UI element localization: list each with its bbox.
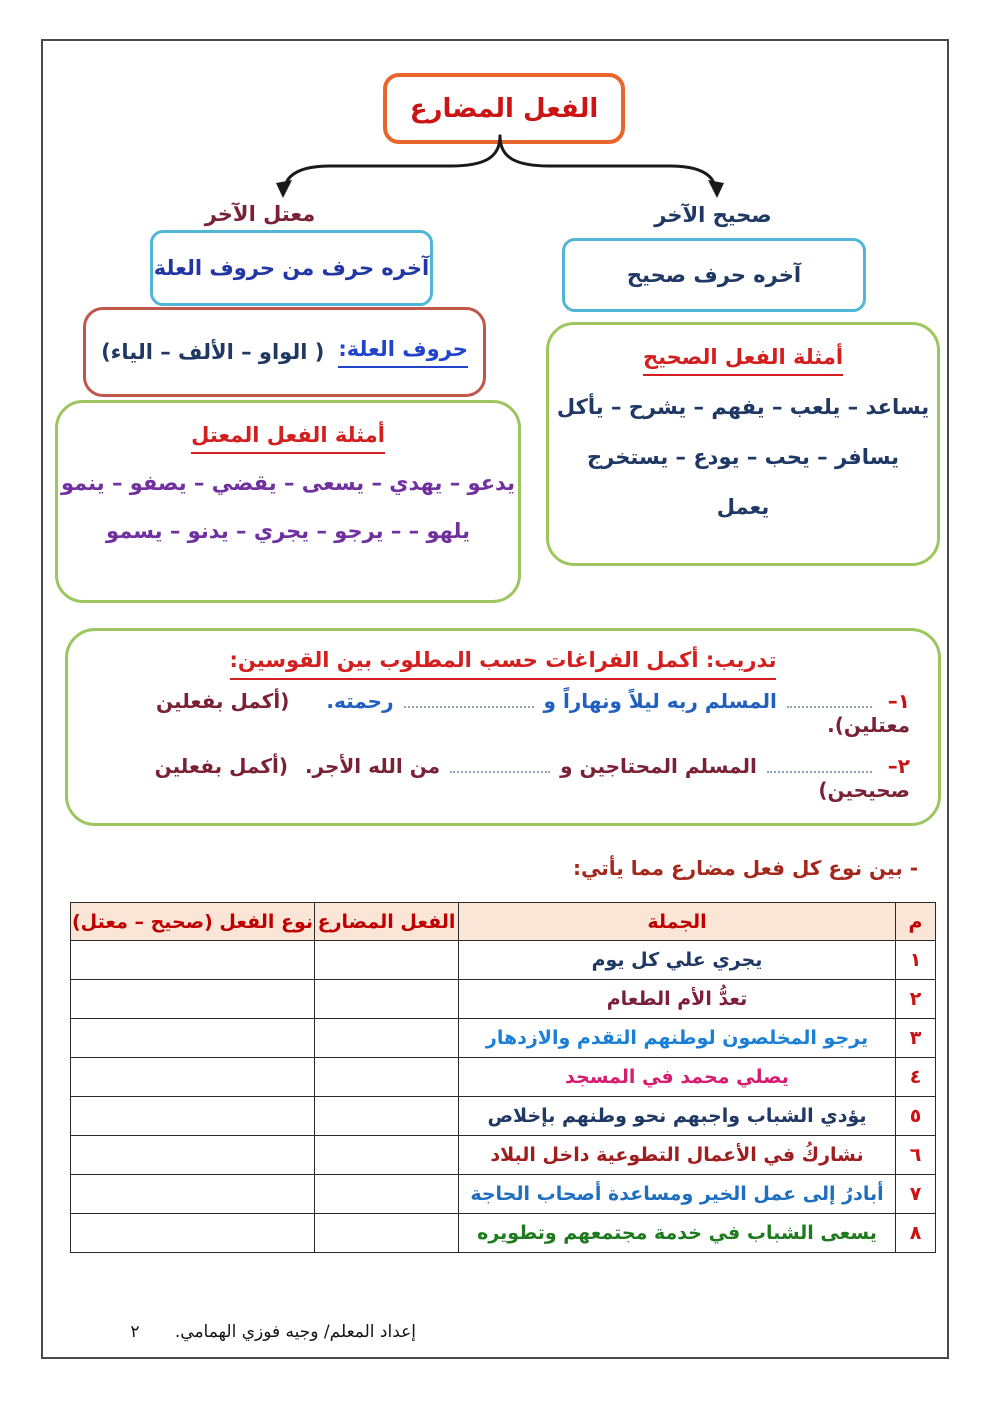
weak-examples-line: يلهو – – يرجو – يجري – يدنو – يسمو	[106, 519, 470, 543]
answer-cell-type	[71, 1058, 315, 1097]
sound-examples-line: يعمل	[716, 495, 770, 519]
verb-type-table	[70, 902, 936, 1253]
sound-examples-line: يساعد – يلعب – يفهم – يشرح – يأكل	[556, 395, 930, 419]
answer-cell-verb	[315, 1175, 459, 1214]
heading-weak-ending: معتل الآخر	[204, 202, 316, 226]
answer-cell-type	[71, 1214, 315, 1253]
sound-examples-line: يسافر – يحب – يودع – يستخرج	[587, 445, 899, 469]
blank-line	[404, 693, 534, 708]
weak-definition-box	[150, 230, 433, 306]
vowel-letters-list: ( الواو – الألف – الياء)	[101, 340, 325, 364]
answer-cell-type	[71, 1019, 315, 1058]
row-number: ٦	[896, 1136, 936, 1175]
answer-cell-type	[71, 941, 315, 980]
sound-definition-text: آخره حرف صحيح	[626, 263, 802, 287]
branch-line-right	[500, 136, 724, 198]
table-row	[71, 1214, 936, 1253]
answer-cell-type	[71, 1097, 315, 1136]
column-header-number: م	[896, 903, 936, 941]
row-number: ٣	[896, 1019, 936, 1058]
weak-definition-text: آخره حرف من حروف العلة	[153, 256, 430, 280]
exercise-item-instruction: (أكمل بفعلين صحيحين)	[154, 754, 910, 802]
row-number: ٢	[896, 980, 936, 1019]
vowel-letters-label: حروف العلة:	[338, 337, 468, 368]
row-sentence: نشاركُ في الأعمال التطوعية داخل البلاد	[459, 1136, 896, 1175]
row-sentence: يصلي محمد في المسجد	[459, 1058, 896, 1097]
row-number: ٨	[896, 1214, 936, 1253]
column-header-verb-type: نوع الفعل (صحيح – معتل)	[71, 903, 315, 941]
row-sentence: يؤدي الشباب واجبهم نحو وطنهم بإخلاص	[459, 1097, 896, 1136]
weak-examples-title: أمثلة الفعل المعتل	[58, 423, 518, 447]
table-header-row	[71, 903, 936, 941]
answer-cell-verb	[315, 1058, 459, 1097]
answer-cell-type	[71, 1175, 315, 1214]
exercise-item-text: المسلم ربه ليلاً ونهاراً و	[543, 689, 777, 713]
row-number: ٥	[896, 1097, 936, 1136]
vowel-letters-box	[83, 307, 486, 397]
row-number: ٧	[896, 1175, 936, 1214]
table-row	[71, 1136, 936, 1175]
answer-cell-type	[71, 1136, 315, 1175]
branch-connector	[270, 134, 730, 204]
exercise-item-2	[68, 754, 938, 802]
weak-examples-box	[55, 400, 521, 603]
row-number: ٤	[896, 1058, 936, 1097]
column-header-sentence: الجملة	[459, 903, 896, 941]
footer-author: إعداد المعلم/ وجيه فوزي الهمامي.	[174, 1322, 416, 1342]
arrow-right-icon	[708, 180, 724, 198]
table-row	[71, 1058, 936, 1097]
sound-definition-box	[562, 238, 866, 312]
table-row	[71, 941, 936, 980]
column-header-present-verb: الفعل المضارع	[315, 903, 459, 941]
table-row	[71, 1097, 936, 1136]
page-title: الفعل المضارع	[409, 93, 599, 124]
blank-line	[450, 758, 550, 773]
row-sentence: أبادرُ إلى عمل الخير ومساعدة أصحاب الحاجة	[459, 1175, 896, 1214]
table-section-heading: - بين نوع كل فعل مضارع مما يأتي:	[573, 856, 918, 880]
row-sentence: يرجو المخلصون لوطنهم التقدم والازدهار	[459, 1019, 896, 1058]
exercise-item-text: المسلم المحتاجين و	[560, 754, 757, 778]
arrow-left-icon	[276, 180, 292, 198]
sound-examples-title: أمثلة الفعل الصحيح	[549, 345, 937, 369]
weak-examples-line: يدعو – يهدي – يسعى – يقضي – يصفو – ينمو	[60, 471, 516, 495]
heading-sound-ending: صحيح الآخر	[654, 203, 772, 227]
table-row	[71, 1019, 936, 1058]
footer	[80, 1322, 416, 1342]
answer-cell-verb	[315, 980, 459, 1019]
row-sentence: يجري علي كل يوم	[459, 941, 896, 980]
answer-cell-verb	[315, 941, 459, 980]
exercise-item-number: ١–	[887, 689, 910, 713]
page-number: ٢	[130, 1322, 140, 1342]
row-sentence: تعدُّ الأم الطعام	[459, 980, 896, 1019]
exercise-item-text: من الله الأجر.	[304, 754, 441, 778]
table-row	[71, 1175, 936, 1214]
row-sentence: يسعى الشباب في خدمة مجتمعهم وتطويره	[459, 1214, 896, 1253]
table-row	[71, 980, 936, 1019]
exercise-box	[65, 628, 941, 826]
blank-line	[787, 693, 872, 708]
answer-cell-verb	[315, 1136, 459, 1175]
exercise-item-text: رحمته.	[326, 689, 394, 713]
sound-examples-box	[546, 322, 940, 566]
branch-line-left	[276, 136, 500, 198]
blank-line	[767, 758, 872, 773]
row-number: ١	[896, 941, 936, 980]
exercise-title: تدريب: أكمل الفراغات حسب المطلوب بين القوسين:	[68, 648, 938, 672]
exercise-item-number: ٢–	[887, 754, 910, 778]
exercise-item-1	[68, 689, 938, 737]
exercise-item-instruction: (أكمل بفعلين معتلين).	[156, 689, 910, 737]
answer-cell-verb	[315, 1214, 459, 1253]
answer-cell-verb	[315, 1019, 459, 1058]
answer-cell-verb	[315, 1097, 459, 1136]
answer-cell-type	[71, 980, 315, 1019]
